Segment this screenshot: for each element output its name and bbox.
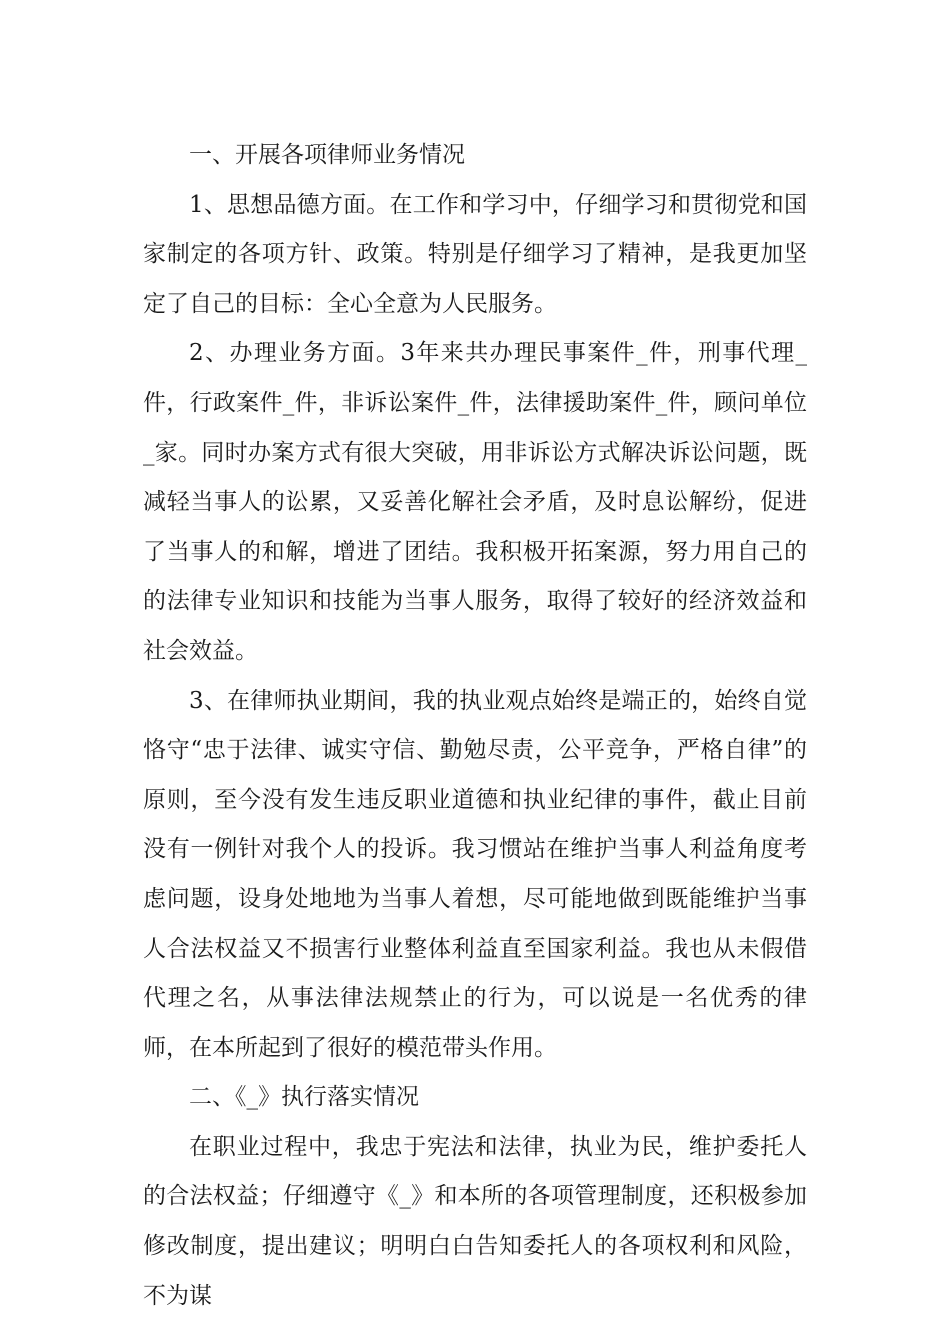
section-heading-2: 二、《_》执行落实情况 <box>189 1084 419 1111</box>
paragraph-conduct: 3、在律师执业期间，我的执业观点始终是端正的，始终自觉恪守“忠于法律、诚实守信、勤勉尽责，公平竞争，严格自律”的原则，至今没有发生违反职业道德和执业纪律的事件，截止目前没有一例针对我个人的投诉。我习惯站在维护当事人利益角度考虑问题，设身处地地为当事人着想，尽可能地做到既能维护当事人合法权益又不损害行业整体利益直至国家利益。我也从未假借代理之名，从事法律法规禁止的行为，可以说是一名优秀的律师，在本所起到了很好的模范带头作用。 <box>143 687 807 1061</box>
paragraph-practice: 在职业过程中，我忠于宪法和法律，执业为民，维护委托人的合法权益；仔细遵守《_》和本所的各项管理制度，还积极参加修改制度，提出建议；明明白白告知委托人的各项权利和风险，不为谋 <box>143 1133 807 1309</box>
paragraph-business: 2、办理业务方面。3年来共办理民事案件_件，刑事代理_件，行政案件_件，非诉讼案件_件，法律援助案件_件，顾问单位_家。同时办案方式有很大突破，用非诉讼方式解决诉讼问题，既减轻当事人的讼累，又妥善化解社会矛盾，及时息讼解纷，促进了当事人的和解，增进了团结。我积极开拓案源，努力用自己的的法律专业知识和技能为当事人服务，取得了较好的经济效益和社会效益。 <box>143 340 807 664</box>
section-heading-1: 一、开展各项律师业务情况 <box>189 142 465 168</box>
document-page <box>143 131 807 1321</box>
paragraph-ideology: 1、思想品德方面。在工作和学习中，仔细学习和贯彻党和国家制定的各项方针、政策。特别是仔细学习了精神，是我更加坚定了自己的目标：全心全意为人民服务。 <box>143 191 807 317</box>
